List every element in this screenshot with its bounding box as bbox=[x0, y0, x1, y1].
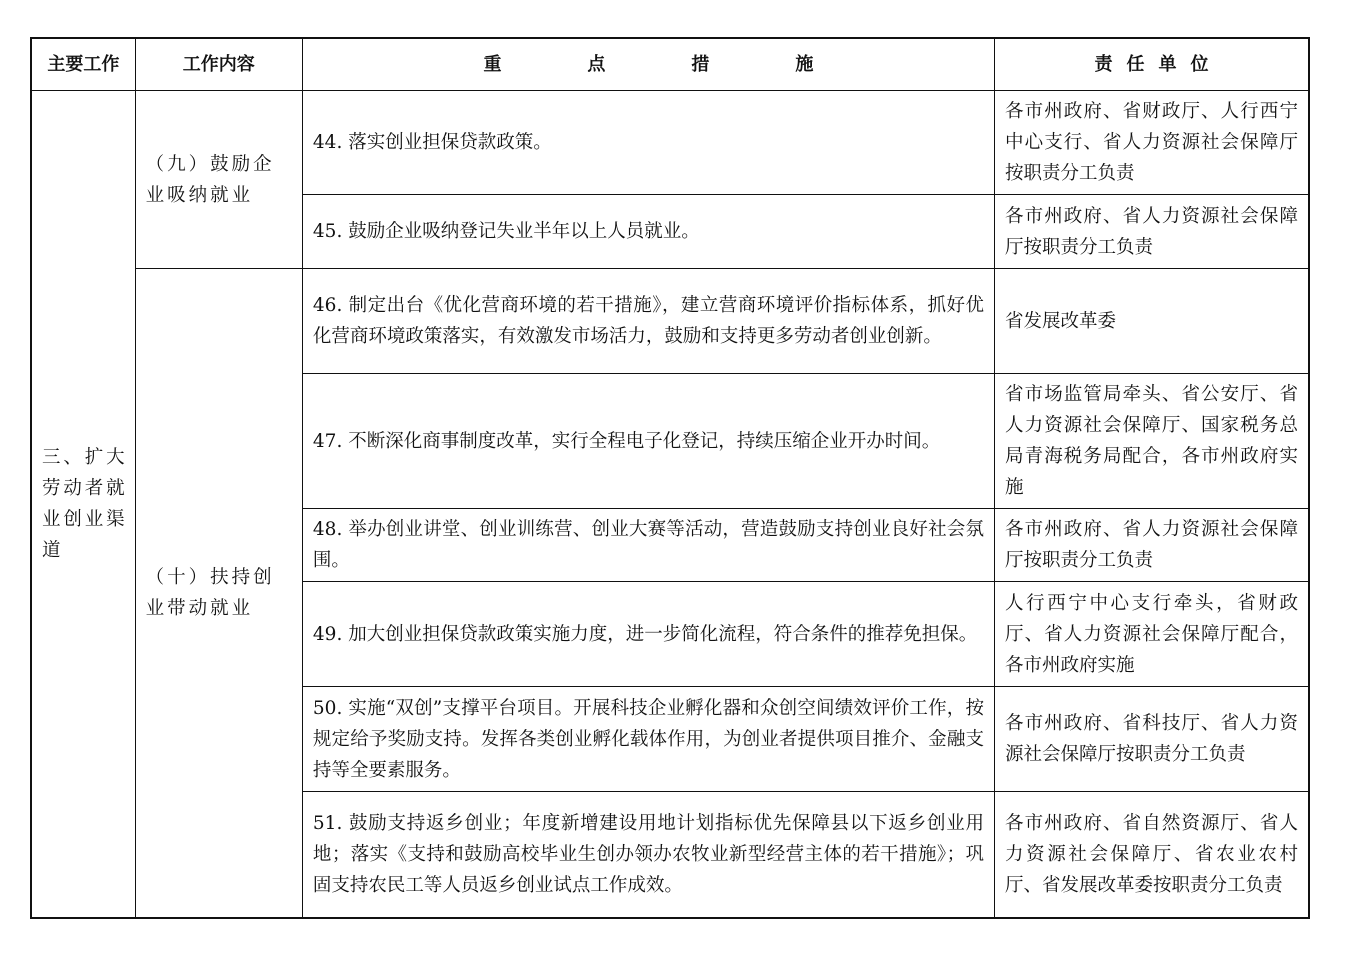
header-responsible-unit: 责任单位 bbox=[994, 38, 1309, 91]
header-main-work: 主要工作 bbox=[31, 38, 135, 91]
measure-cell: 48. 举办创业讲堂、创业训练营、创业大赛等活动，营造鼓励支持创业良好社会氛围。 bbox=[302, 509, 994, 582]
table-row bbox=[31, 91, 1309, 195]
measure-cell: 46. 制定出台《优化营商环境的若干措施》，建立营商环境评价指标体系，抓好优化营商环境政策落实，有效激发市场活力，鼓励和支持更多劳动者创业创新。 bbox=[302, 269, 994, 374]
measure-cell: 49. 加大创业担保贷款政策实施力度，进一步简化流程，符合条件的推荐免担保。 bbox=[302, 582, 994, 687]
measure-cell: 51. 鼓励支持返乡创业；年度新增建设用地计划指标优先保障县以下返乡创业用地；落实《支持和鼓励高校毕业生创办领办农牧业新型经营主体的若干措施》；巩固支持农民工等人员返乡创业试点工作成效。 bbox=[302, 792, 994, 918]
measure-cell: 45. 鼓励企业吸纳登记失业半年以上人员就业。 bbox=[302, 195, 994, 269]
main-work-cell: 三、扩大劳动者就业创业渠道 bbox=[31, 91, 135, 919]
unit-cell: 省发展改革委 bbox=[994, 269, 1309, 374]
measure-cell: 47. 不断深化商事制度改革，实行全程电子化登记，持续压缩企业开办时间。 bbox=[302, 374, 994, 509]
header-row bbox=[31, 38, 1309, 91]
measure-cell: 50. 实施“双创”支撑平台项目。开展科技企业孵化器和众创空间绩效评价工作，按规定给予奖励支持。发挥各类创业孵化载体作用，为创业者提供项目推介、金融支持等全要素服务。 bbox=[302, 687, 994, 792]
table-row bbox=[31, 269, 1309, 374]
header-key-measures: 重点措施 bbox=[302, 38, 994, 91]
unit-cell: 人行西宁中心支行牵头，省财政厅、省人力资源社会保障厅配合，各市州政府实施 bbox=[994, 582, 1309, 687]
work-content-cell: （十）扶持创业带动就业 bbox=[135, 269, 302, 918]
measures-table bbox=[30, 37, 1310, 919]
unit-cell: 各市州政府、省人力资源社会保障厅按职责分工负责 bbox=[994, 195, 1309, 269]
unit-cell: 各市州政府、省科技厅、省人力资源社会保障厅按职责分工负责 bbox=[994, 687, 1309, 792]
unit-cell: 省市场监管局牵头、省公安厅、省人力资源社会保障厅、国家税务总局青海税务局配合，各市州政府实施 bbox=[994, 374, 1309, 509]
work-content-cell: （九）鼓励企业吸纳就业 bbox=[135, 91, 302, 269]
unit-cell: 各市州政府、省人力资源社会保障厅按职责分工负责 bbox=[994, 509, 1309, 582]
measure-cell: 44. 落实创业担保贷款政策。 bbox=[302, 91, 994, 195]
unit-cell: 各市州政府、省财政厅、人行西宁中心支行、省人力资源社会保障厅按职责分工负责 bbox=[994, 91, 1309, 195]
header-work-content: 工作内容 bbox=[135, 38, 302, 91]
unit-cell: 各市州政府、省自然资源厅、省人力资源社会保障厅、省农业农村厅、省发展改革委按职责分工负责 bbox=[994, 792, 1309, 918]
